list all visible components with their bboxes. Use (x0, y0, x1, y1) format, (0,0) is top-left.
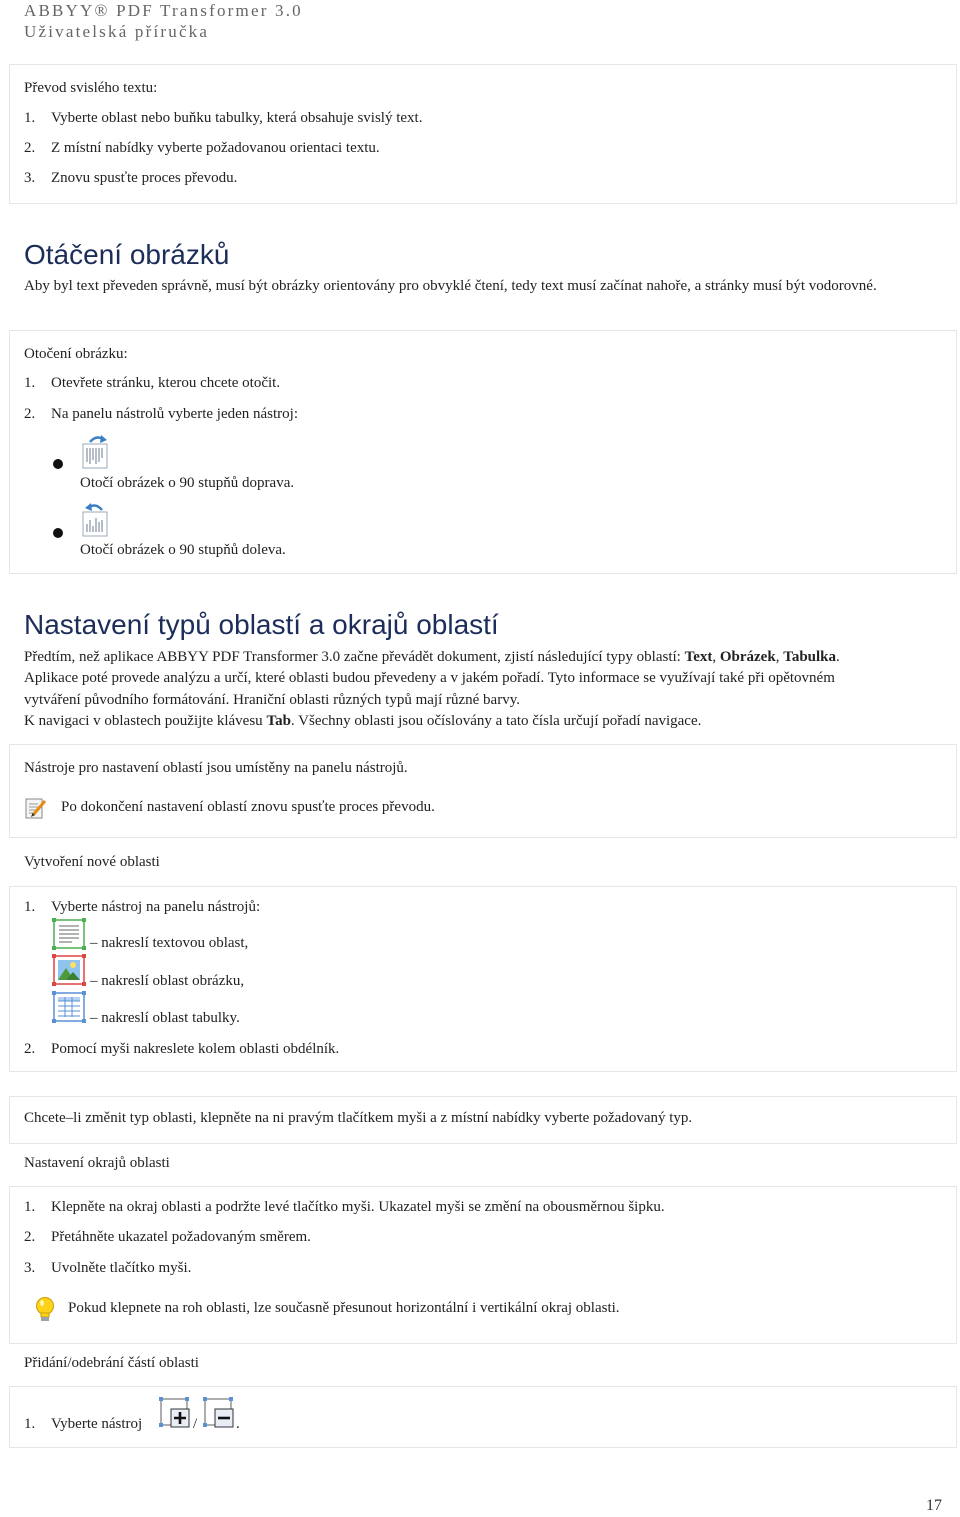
create-area-title: Vytvoření nové oblasti (24, 854, 160, 870)
areas-heading: Nastavení typů oblastí a okrajů oblastí (24, 609, 499, 640)
areas-paragraph-1: Předtím, než aplikace ABBYY PDF Transformer 3.0 začne převádět dokument, zjistí následující typy oblastí: Text, Obrázek, Tabulka. (24, 649, 840, 665)
list-item: 2. Z místní nabídky vyberte požadovanou orientaci textu. (24, 140, 380, 156)
rotate-box (9, 330, 957, 574)
list-item: 1. Vyberte oblast nebo buňku tabulky, která obsahuje svislý text. (24, 110, 423, 126)
header-subtitle: Uživatelská příručka (24, 22, 210, 41)
rotate-left-label: Otočí obrázek o 90 stupňů doleva. (80, 542, 286, 558)
picture-area-label: – nakreslí oblast obrázku, (90, 973, 245, 989)
areas-paragraph-2: Aplikace poté provede analýzu a určí, které oblasti budou převedeny a v jakém pořadí. Tyto informace se využívají také při opětovném (24, 670, 835, 686)
tip-text: Pokud klepnete na roh oblasti, lze současně přesunout horizontální i vertikální okraj oblasti. (68, 1300, 620, 1316)
list-item: 1. Vyberte nástroj (24, 1416, 143, 1432)
rotate-right-label: Otočí obrázek o 90 stupňů doprava. (80, 475, 295, 491)
rotate-left-icon (80, 502, 114, 538)
note-text: Po dokončení nastavení oblastí znovu spusťte proces převodu. (61, 799, 435, 815)
rotate-intro: Otočení obrázku: (24, 346, 128, 362)
remove-area-part-icon (202, 1396, 236, 1430)
rotate-right-icon (80, 434, 114, 470)
areas-paragraph-3: vytváření původního formátování. Hraniční oblasti různých typů mají různé barvy. (24, 692, 520, 708)
tool-separator: / (193, 1416, 198, 1432)
table-area-label: – nakreslí oblast tabulky. (90, 1010, 240, 1026)
page-number: 17 (926, 1497, 942, 1514)
bullet (53, 459, 63, 469)
running-header (24, 0, 303, 42)
table-area-icon (52, 991, 86, 1023)
lightbulb-icon (34, 1296, 56, 1324)
rotate-heading: Otáčení obrázků (24, 239, 230, 270)
borders-title: Nastavení okrajů oblasti (24, 1155, 170, 1171)
list-item: 2. Pomocí myši nakreslete kolem oblasti obdélník. (24, 1041, 340, 1057)
list-item: 3. Znovu spusťte proces převodu. (24, 170, 238, 186)
list-item: 2. Přetáhněte ukazatel požadovaným směrem. (24, 1229, 311, 1245)
add-remove-box (9, 1386, 957, 1448)
list-item: 1. Klepněte na okraj oblasti a podržte levé tlačítko myši. Ukazatel myši se změní na obousměrnou šipku. (24, 1199, 665, 1215)
add-area-part-icon (158, 1396, 192, 1430)
bullet (53, 528, 63, 538)
tools-location-text: Nástroje pro nastavení oblastí jsou umístěny na panelu nástrojů. (24, 760, 408, 776)
header-product: ABBYY® PDF Transformer 3.0 (24, 1, 303, 20)
vertical-text-intro: Převod svislého textu: (24, 80, 158, 96)
rotate-description: Aby byl text převeden správně, musí být obrázky orientovány pro obvyklé čtení, tedy text musí začínat nahoře, a stránky musí být vodorovné. (24, 278, 877, 294)
text-area-label: – nakreslí textovou oblast, (90, 935, 249, 951)
areas-paragraph-4: K navigaci v oblastech použijte klávesu Tab. Všechny oblasti jsou očíslovány a tato čísla určují pořadí navigace. (24, 713, 702, 729)
text-area-icon (52, 918, 86, 950)
note-icon (24, 796, 48, 820)
add-remove-title: Přidání/odebrání částí oblasti (24, 1355, 199, 1371)
picture-area-icon (52, 954, 86, 986)
list-item: 3. Uvolněte tlačítko myši. (24, 1260, 192, 1276)
list-item: 2. Na panelu nástrolů vyberte jeden nástroj: (24, 406, 299, 422)
list-item: 1. Otevřete stránku, kterou chcete otočit. (24, 375, 281, 391)
list-item: 1. Vyberte nástroj na panelu nástrojů: (24, 899, 261, 915)
add-remove-end: . (236, 1416, 240, 1432)
change-type-text: Chcete–li změnit typ oblasti, klepněte na ni pravým tlačítkem myši a z místní nabídky vyberte požadovaný typ. (24, 1110, 693, 1126)
